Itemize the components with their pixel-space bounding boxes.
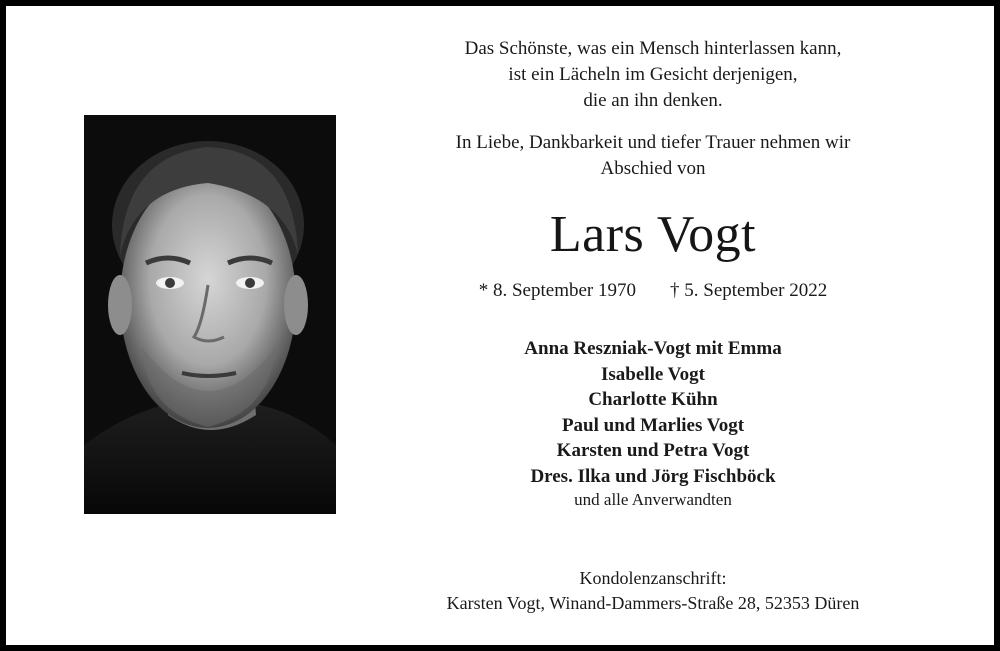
- mourner-name: Anna Reszniak-Vogt mit Emma: [524, 338, 782, 359]
- quote-line: ist ein Lächeln im Gesicht derjenigen,: [508, 64, 798, 85]
- other-relatives: und alle Anverwandten: [574, 490, 732, 509]
- mourners-list: [400, 336, 906, 489]
- deceased-name: Lars Vogt: [549, 206, 757, 263]
- mourner-name: Karsten und Petra Vogt: [556, 440, 750, 461]
- quote-line: Das Schönste, was ein Mensch hinterlassen kann,: [464, 38, 842, 59]
- quote: [400, 36, 906, 114]
- quote-line: die an ihn denken.: [583, 90, 723, 111]
- address-value: Karsten Vogt, Winand-Dammers-Straße 28, 52353 Düren: [446, 593, 860, 613]
- intro-text: [400, 130, 906, 182]
- address-label: Kondolenzanschrift:: [579, 568, 727, 588]
- portrait-photo: [84, 115, 336, 514]
- mourner-name: Charlotte Kühn: [588, 389, 718, 410]
- mourner-name: Isabelle Vogt: [601, 363, 705, 385]
- intro-line: Abschied von: [600, 158, 706, 179]
- condolence-address: [400, 566, 906, 616]
- mourner-name: Dres. Ilka und Jörg Fischböck: [530, 465, 776, 487]
- life-dates: [400, 278, 906, 304]
- birth-date: * 8. September 1970: [478, 280, 636, 301]
- mourner-name: Paul und Marlies Vogt: [561, 414, 745, 436]
- intro-line: In Liebe, Dankbarkeit und tiefer Trauer nehmen wir: [455, 132, 851, 153]
- death-date: † 5. September 2022: [670, 280, 828, 301]
